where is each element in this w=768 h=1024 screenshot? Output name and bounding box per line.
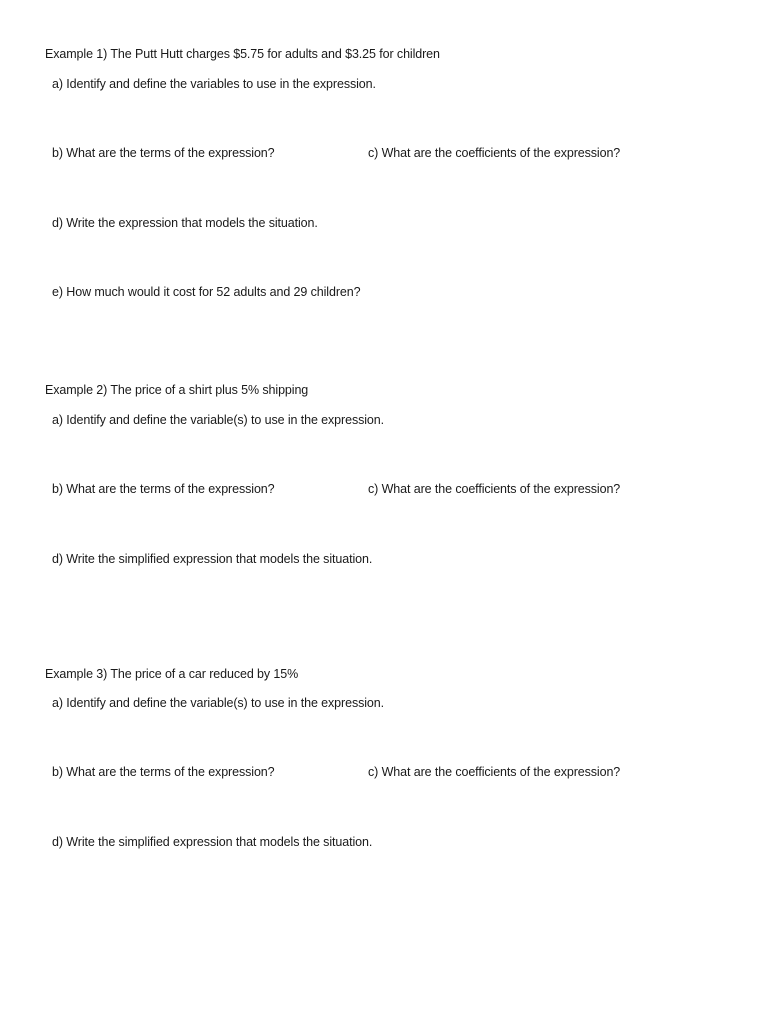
example-1-question-a: a) Identify and define the variables to use in the expression. bbox=[52, 77, 376, 91]
example-1-question-e: e) How much would it cost for 52 adults and 29 children? bbox=[52, 285, 361, 299]
example-2-question-b: b) What are the terms of the expression? bbox=[52, 482, 275, 496]
example-3-heading: Example 3) The price of a car reduced by 15% bbox=[45, 667, 299, 681]
example-1-question-c: c) What are the coefficients of the expression? bbox=[368, 146, 621, 160]
example-3-question-b: b) What are the terms of the expression? bbox=[52, 765, 275, 779]
example-2-question-d: d) Write the simplified expression that models the situation. bbox=[52, 552, 373, 566]
example-3-question-c: c) What are the coefficients of the expression? bbox=[368, 765, 621, 779]
example-2-question-a: a) Identify and define the variable(s) to use in the expression. bbox=[52, 413, 384, 427]
example-2-question-c: c) What are the coefficients of the expression? bbox=[368, 482, 621, 496]
example-2-heading: Example 2) The price of a shirt plus 5% shipping bbox=[45, 383, 309, 397]
example-3-question-d: d) Write the simplified expression that models the situation. bbox=[52, 835, 373, 849]
example-1-question-d: d) Write the expression that models the situation. bbox=[52, 216, 318, 230]
example-3-question-a: a) Identify and define the variable(s) to use in the expression. bbox=[52, 696, 384, 710]
example-1-heading: Example 1) The Putt Hutt charges $5.75 for adults and $3.25 for children bbox=[45, 47, 440, 61]
example-1-question-b: b) What are the terms of the expression? bbox=[52, 146, 275, 160]
